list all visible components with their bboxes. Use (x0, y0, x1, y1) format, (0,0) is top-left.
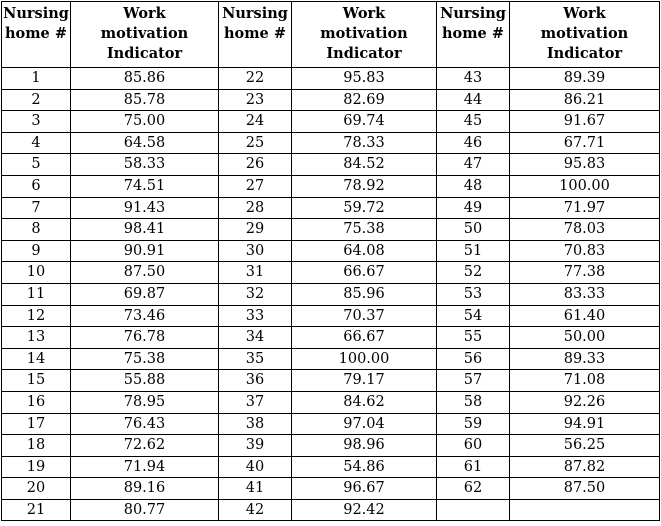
header-text-line: Indicator (546, 45, 623, 62)
work-motivation-cell: 72.62 (71, 435, 219, 457)
work-motivation-cell: 71.08 (510, 370, 660, 392)
nursing-home-cell: 22 (219, 68, 292, 90)
work-motivation-cell: 87.50 (71, 262, 219, 284)
work-motivation-cell: 100.00 (510, 175, 660, 197)
table-row (2, 348, 660, 370)
work-motivation-cell: 64.08 (292, 240, 437, 262)
table-row (2, 240, 660, 262)
nursing-home-cell: 6 (2, 175, 71, 197)
work-motivation-cell: 77.38 (510, 262, 660, 284)
work-motivation-cell: 89.16 (71, 478, 219, 500)
work-motivation-cell: 69.87 (71, 283, 219, 305)
work-motivation-cell: 97.04 (292, 413, 437, 435)
nursing-home-cell: 62 (437, 478, 510, 500)
work-motivation-cell: 55.88 (71, 370, 219, 392)
header-text-line: Work (123, 5, 166, 22)
nursing-home-cell: 43 (437, 68, 510, 90)
nursing-home-cell: 35 (219, 348, 292, 370)
work-motivation-cell: 95.83 (292, 68, 437, 90)
work-motivation-cell: 96.67 (292, 478, 437, 500)
nursing-home-cell: 23 (219, 89, 292, 111)
work-motivation-cell: 86.21 (510, 89, 660, 111)
header-text-line: motivation (320, 25, 408, 42)
nursing-home-cell: 10 (2, 262, 71, 284)
work-motivation-cell: 87.82 (510, 456, 660, 478)
work-motivation-cell: 85.96 (292, 283, 437, 305)
header-text-line: Nursing (222, 5, 288, 22)
nursing-home-cell: 42 (219, 499, 292, 521)
table-row (2, 262, 660, 284)
nursing-home-cell: 33 (219, 305, 292, 327)
work-motivation-cell: 100.00 (292, 348, 437, 370)
work-motivation-table (1, 1, 660, 521)
nursing-home-cell: 32 (219, 283, 292, 305)
work-motivation-cell: 91.67 (510, 111, 660, 133)
header-nursing-home (219, 2, 292, 68)
nursing-home-cell: 12 (2, 305, 71, 327)
table-row (2, 391, 660, 413)
nursing-home-cell: 61 (437, 456, 510, 478)
work-motivation-cell: 98.41 (71, 219, 219, 241)
work-motivation-cell: 82.69 (292, 89, 437, 111)
nursing-home-cell: 15 (2, 370, 71, 392)
table-row (2, 154, 660, 176)
work-motivation-cell: 94.91 (510, 413, 660, 435)
nursing-home-cell: 40 (219, 456, 292, 478)
nursing-home-cell: 2 (2, 89, 71, 111)
header-text-line: Nursing (3, 5, 69, 22)
work-motivation-cell: 78.95 (71, 391, 219, 413)
nursing-home-cell: 53 (437, 283, 510, 305)
nursing-home-cell: 37 (219, 391, 292, 413)
work-motivation-cell: 79.17 (292, 370, 437, 392)
header-text-line: home # (224, 25, 286, 42)
work-motivation-cell: 90.91 (71, 240, 219, 262)
header-text-line: home # (5, 25, 67, 42)
header-text-line: Indicator (326, 45, 402, 62)
header-work-motivation-indicator (292, 2, 437, 68)
nursing-home-cell: 39 (219, 435, 292, 457)
header-row (2, 2, 660, 68)
work-motivation-cell: 66.67 (292, 262, 437, 284)
nursing-home-cell: 14 (2, 348, 71, 370)
table-row (2, 219, 660, 241)
table-row (2, 68, 660, 90)
nursing-home-cell: 60 (437, 435, 510, 457)
work-motivation-cell: 92.26 (510, 391, 660, 413)
nursing-home-cell: 52 (437, 262, 510, 284)
nursing-home-cell: 25 (219, 132, 292, 154)
work-motivation-cell: 54.86 (292, 456, 437, 478)
nursing-home-cell: 49 (437, 197, 510, 219)
nursing-home-cell: 16 (2, 391, 71, 413)
nursing-home-cell: 31 (219, 262, 292, 284)
nursing-home-cell: 27 (219, 175, 292, 197)
header-work-motivation-indicator (71, 2, 219, 68)
header-nursing-home (437, 2, 510, 68)
table-row (2, 175, 660, 197)
nursing-home-cell: 5 (2, 154, 71, 176)
nursing-home-cell: 28 (219, 197, 292, 219)
nursing-home-cell: 7 (2, 197, 71, 219)
work-motivation-cell: 75.38 (71, 348, 219, 370)
nursing-home-cell: 4 (2, 132, 71, 154)
table-row (2, 305, 660, 327)
nursing-home-cell: 30 (219, 240, 292, 262)
work-motivation-cell: 71.94 (71, 456, 219, 478)
table-header (2, 2, 660, 68)
work-motivation-cell: 56.25 (510, 435, 660, 457)
nursing-home-cell: 26 (219, 154, 292, 176)
work-motivation-cell: 73.46 (71, 305, 219, 327)
nursing-home-cell: 48 (437, 175, 510, 197)
nursing-home-cell: 58 (437, 391, 510, 413)
header-text-line: Work (563, 5, 606, 22)
nursing-home-cell: 41 (219, 478, 292, 500)
work-motivation-cell: 58.33 (71, 154, 219, 176)
work-motivation-cell: 85.86 (71, 68, 219, 90)
work-motivation-cell: 78.03 (510, 219, 660, 241)
nursing-home-cell: 36 (219, 370, 292, 392)
header-work-motivation-indicator (510, 2, 660, 68)
table-row (2, 197, 660, 219)
work-motivation-cell: 84.52 (292, 154, 437, 176)
header-text-line: home # (442, 25, 504, 42)
table-row (2, 499, 660, 521)
nursing-home-cell: 34 (219, 327, 292, 349)
table-row (2, 327, 660, 349)
work-motivation-cell: 69.74 (292, 111, 437, 133)
nursing-home-cell: 1 (2, 68, 71, 90)
table-row (2, 435, 660, 457)
nursing-home-cell: 3 (2, 111, 71, 133)
nursing-home-cell: 19 (2, 456, 71, 478)
table-row (2, 89, 660, 111)
work-motivation-cell: 84.62 (292, 391, 437, 413)
header-text-line: motivation (100, 25, 189, 42)
table-row (2, 283, 660, 305)
work-motivation-cell: 75.00 (71, 111, 219, 133)
nursing-home-cell: 29 (219, 219, 292, 241)
work-motivation-cell: 78.33 (292, 132, 437, 154)
work-motivation-cell (510, 499, 660, 521)
header-nursing-home (2, 2, 71, 68)
work-motivation-cell: 76.43 (71, 413, 219, 435)
nursing-home-cell: 57 (437, 370, 510, 392)
table-row (2, 478, 660, 500)
work-motivation-cell: 87.50 (510, 478, 660, 500)
work-motivation-cell: 89.33 (510, 348, 660, 370)
nursing-home-cell: 46 (437, 132, 510, 154)
table-row (2, 456, 660, 478)
work-motivation-cell: 89.39 (510, 68, 660, 90)
table-body (2, 68, 660, 521)
nursing-home-cell: 11 (2, 283, 71, 305)
work-motivation-cell: 98.96 (292, 435, 437, 457)
nursing-home-cell: 47 (437, 154, 510, 176)
nursing-home-cell: 45 (437, 111, 510, 133)
work-motivation-cell: 70.83 (510, 240, 660, 262)
work-motivation-cell: 59.72 (292, 197, 437, 219)
work-motivation-cell: 76.78 (71, 327, 219, 349)
work-motivation-cell: 95.83 (510, 154, 660, 176)
work-motivation-cell: 78.92 (292, 175, 437, 197)
nursing-home-cell: 59 (437, 413, 510, 435)
nursing-home-cell: 50 (437, 219, 510, 241)
table-row (2, 413, 660, 435)
nursing-home-cell: 56 (437, 348, 510, 370)
nursing-home-cell: 51 (437, 240, 510, 262)
work-motivation-cell: 92.42 (292, 499, 437, 521)
nursing-home-cell: 8 (2, 219, 71, 241)
nursing-home-cell: 54 (437, 305, 510, 327)
table-row (2, 132, 660, 154)
table-row (2, 111, 660, 133)
work-motivation-cell: 85.78 (71, 89, 219, 111)
table-row (2, 370, 660, 392)
header-text-line: Indicator (106, 45, 183, 62)
nursing-home-cell: 55 (437, 327, 510, 349)
work-motivation-cell: 61.40 (510, 305, 660, 327)
nursing-home-cell: 21 (2, 499, 71, 521)
nursing-home-cell: 17 (2, 413, 71, 435)
nursing-home-cell: 13 (2, 327, 71, 349)
header-text-line: Work (342, 5, 386, 22)
work-motivation-cell: 70.37 (292, 305, 437, 327)
nursing-home-cell: 9 (2, 240, 71, 262)
nursing-home-cell: 44 (437, 89, 510, 111)
work-motivation-cell: 80.77 (71, 499, 219, 521)
nursing-home-cell: 38 (219, 413, 292, 435)
work-motivation-cell: 64.58 (71, 132, 219, 154)
header-text-line: motivation (540, 25, 629, 42)
work-motivation-cell: 83.33 (510, 283, 660, 305)
work-motivation-cell: 74.51 (71, 175, 219, 197)
work-motivation-cell: 50.00 (510, 327, 660, 349)
work-motivation-cell: 91.43 (71, 197, 219, 219)
nursing-home-cell: 20 (2, 478, 71, 500)
nursing-home-cell: 18 (2, 435, 71, 457)
header-text-line: Nursing (440, 5, 506, 22)
work-motivation-cell: 66.67 (292, 327, 437, 349)
work-motivation-cell: 75.38 (292, 219, 437, 241)
work-motivation-cell: 71.97 (510, 197, 660, 219)
nursing-home-cell (437, 499, 510, 521)
work-motivation-cell: 67.71 (510, 132, 660, 154)
nursing-home-cell: 24 (219, 111, 292, 133)
